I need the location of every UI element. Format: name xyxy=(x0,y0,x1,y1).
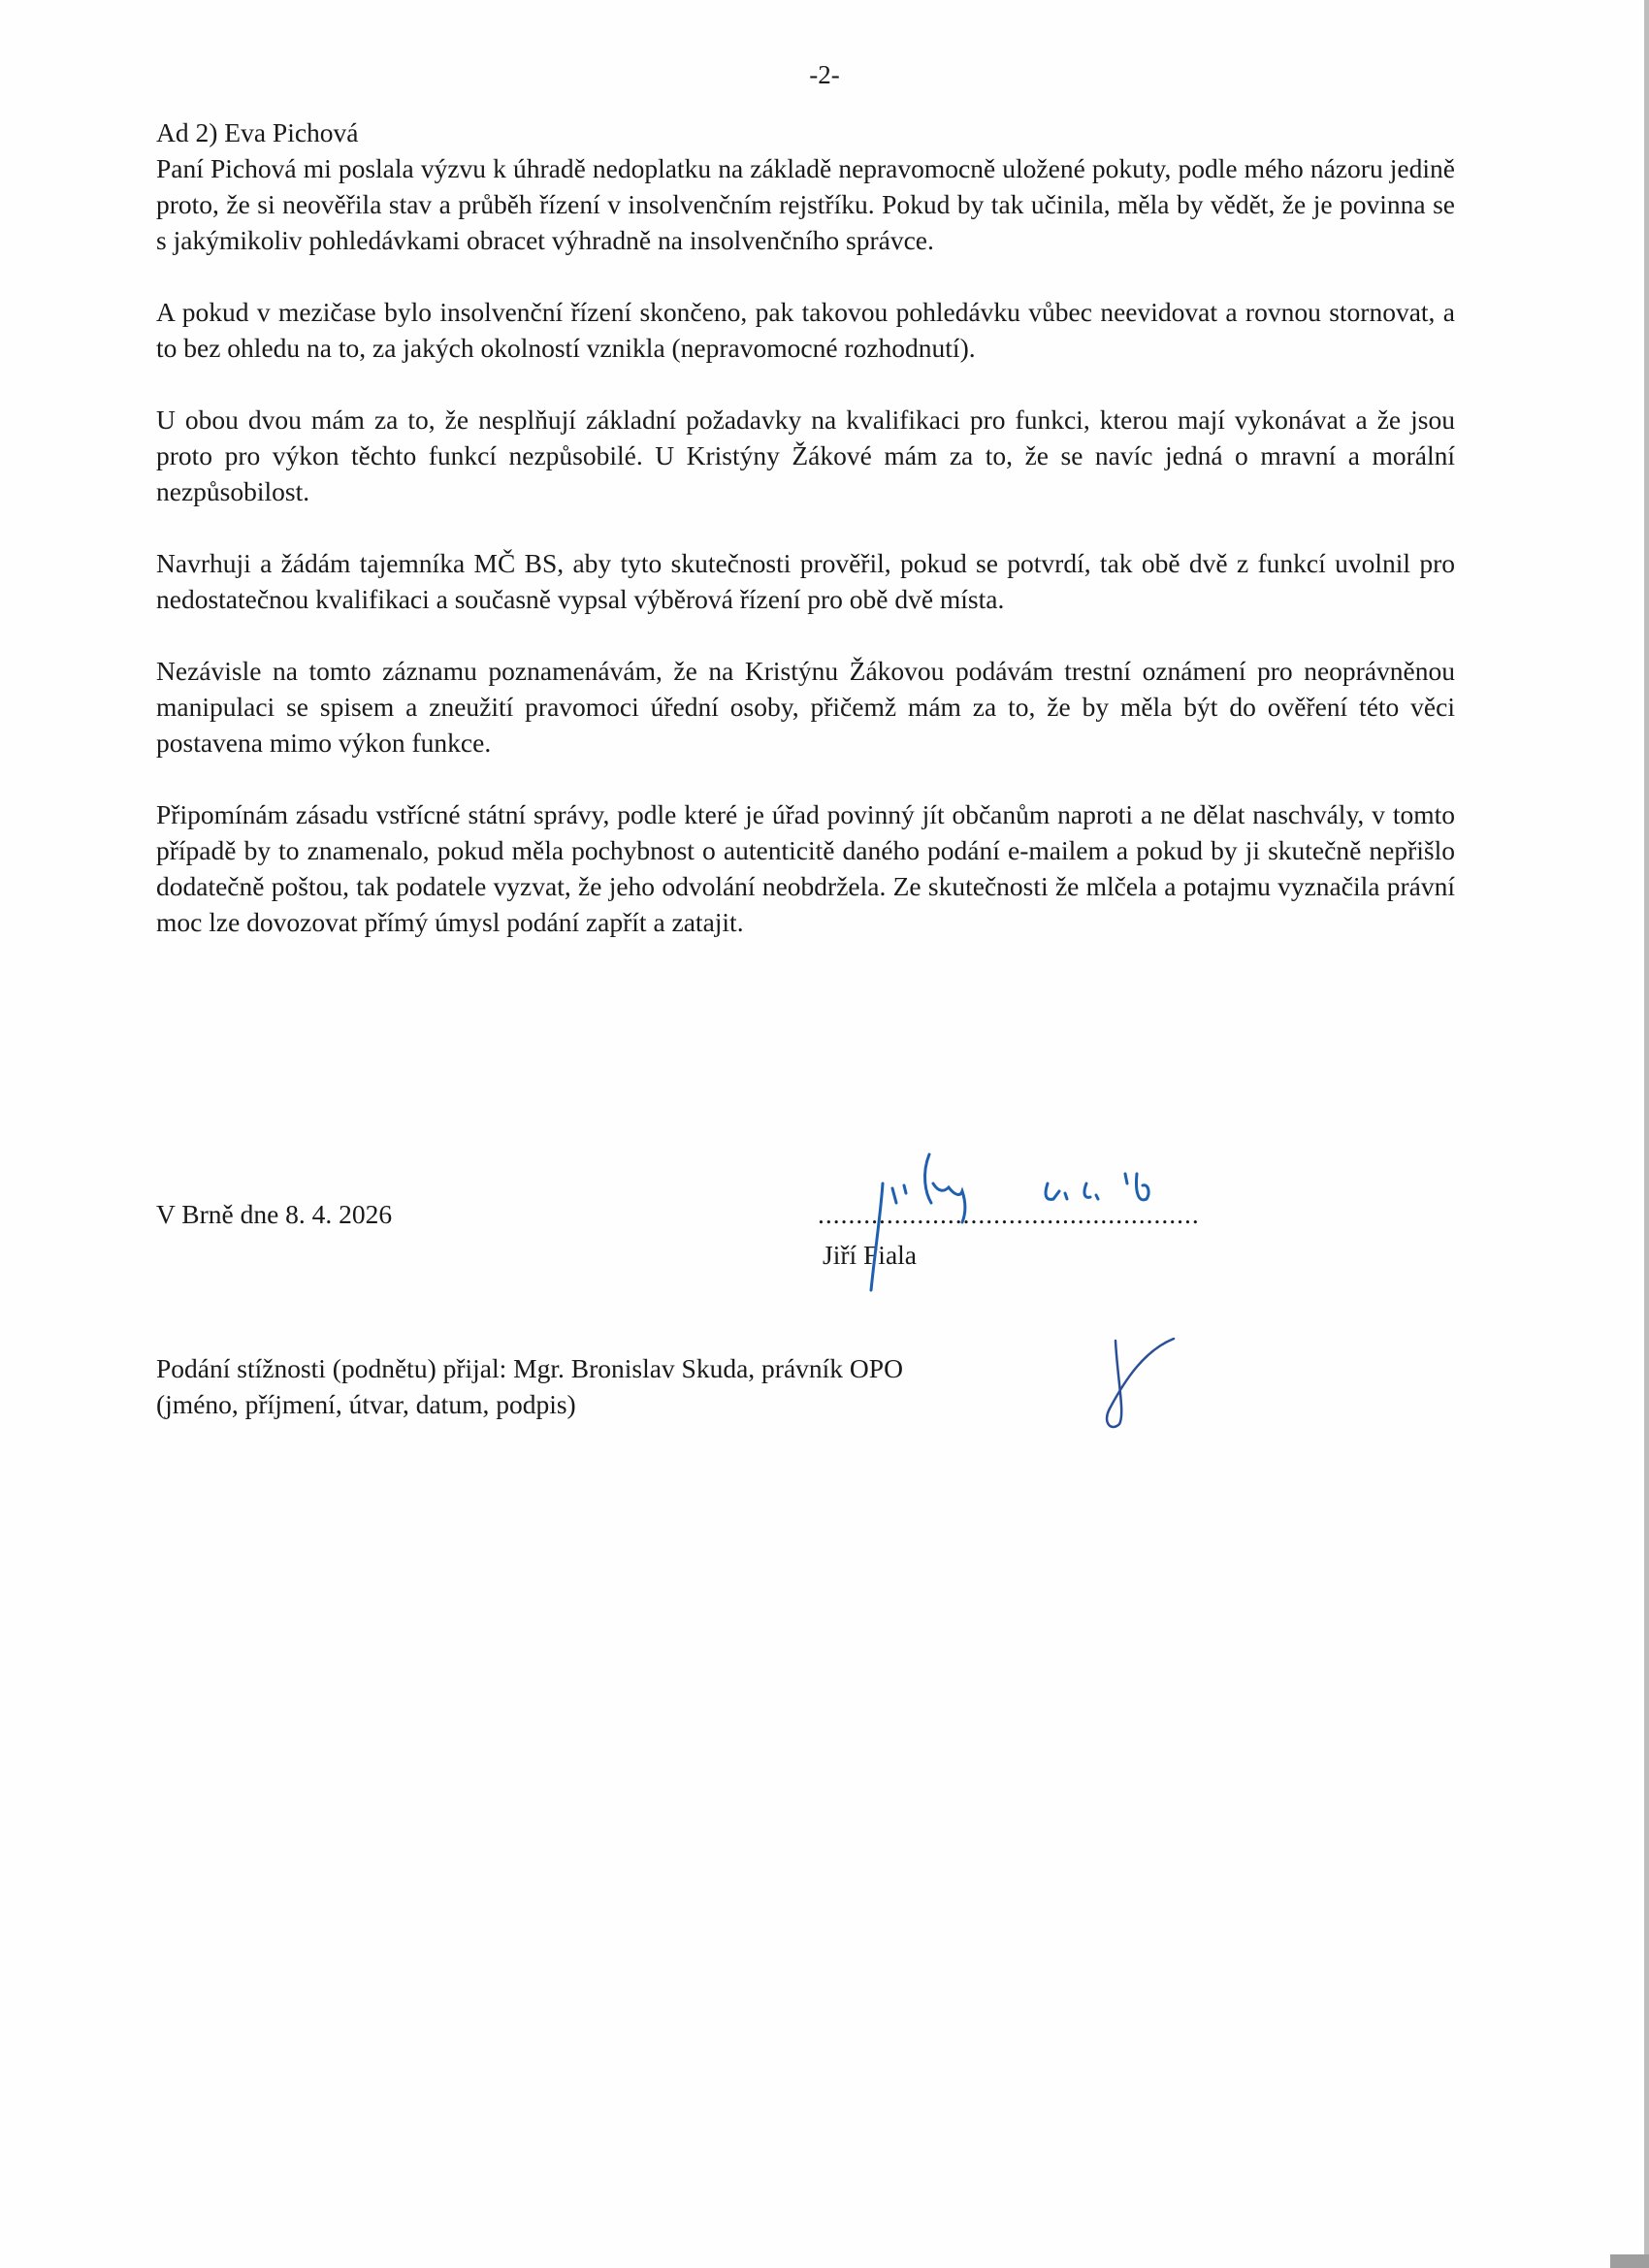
received-by-hint: (jméno, příjmení, útvar, datum, podpis) xyxy=(156,1389,576,1419)
signature-stroke xyxy=(892,1185,906,1203)
received-by-block xyxy=(156,1350,903,1422)
scan-edge-shadow xyxy=(1644,0,1649,2268)
paragraph: Nezávisle na tomto záznamu poznamenávám, že na Kristýnu Žákovou podávám trestní oznámení pro neoprávněnou manipulaci se spisem a zneužití pravomoci úřední osoby, přičemž mám za to, že by měla být do ověření této věci postavena mimo výkon funkce. xyxy=(156,656,1455,758)
document-body xyxy=(156,114,1455,976)
signatory-name: Jiří Fiala xyxy=(823,1240,918,1270)
signature-stroke xyxy=(925,1154,965,1222)
paragraph: Připomínám zásadu vstřícné státní správy, podle které je úřad povinný jít občanům naproti a ne dělat naschvály, v tomto případě by to znamenalo, pokud měla pochybnost o autenticitě daného podání e-mailem a pokud by ji skutečně nepřišlo dodatečně poštou, tak podatele vyzvat, že jeho odvolání neobdržela. Ze skutečnosti že mlčela a potajmu vyznačila právní moc lze dovozovat přímý úmysl podání zapřít a zatajit. xyxy=(156,799,1455,937)
scan-corner-shadow xyxy=(1610,2254,1649,2268)
paragraph: Navrhuji a žádám tajemníka MČ BS, aby tyto skutečnosti prověřil, pokud se potvrdí, tak obě dvě z funkcí uvolnil pro nedostatečnou kvalifikaci a současně vypsal výběrová řízení pro obě dvě místa. xyxy=(156,548,1455,614)
signature-stroke xyxy=(871,1183,883,1290)
paragraph: U obou dvou mám za to, že nesplňují základní požadavky na kvalifikaci pro funkci, kterou mají vykonávat a že jsou proto pro výkon těchto funkcí nezpůsobilé. U Kristýny Žákové mám za to, že se navíc jedná o mravní a morální nezpůsobilost. xyxy=(156,405,1455,506)
page-number: -2- xyxy=(809,60,840,89)
paragraph: A pokud v mezičase bylo insolvenční řízení skončeno, pak takovou pohledávku vůbec neevidovat a rovnou stornovat, a to bez ohledu na to, za jakých okolností vznikla (nepravomocné rozhodnutí). xyxy=(156,297,1455,363)
paragraph: Paní Pichová mi poslala výzvu k úhradě nedoplatku na základě nepravomocně uložené pokuty, podle mého názoru jedině proto, že si neověřila stav a průběh řízení v insolvenčním rejstříku. Pokud by tak učinila, měla by vědět, že je povinna se s jakýmikoliv pohledávkami obracet výhradně na insolvenčního správce. xyxy=(156,153,1455,255)
section-heading: Ad 2) Eva Pichová xyxy=(156,117,359,147)
received-by-text: Podání stížnosti (podnětu) přijal: Mgr. Bronislav Skuda, právník OPO xyxy=(156,1353,903,1383)
signature-stroke xyxy=(1046,1183,1098,1199)
handwritten-signature-icon xyxy=(854,1145,1222,1300)
signature-line: .................................................. xyxy=(818,1199,1200,1229)
initials-stroke xyxy=(1107,1339,1174,1427)
handwritten-initials-icon xyxy=(1096,1331,1183,1438)
place-and-date: V Brně dne 8. 4. 2026 xyxy=(156,1199,393,1229)
signature-stroke xyxy=(1125,1174,1148,1200)
